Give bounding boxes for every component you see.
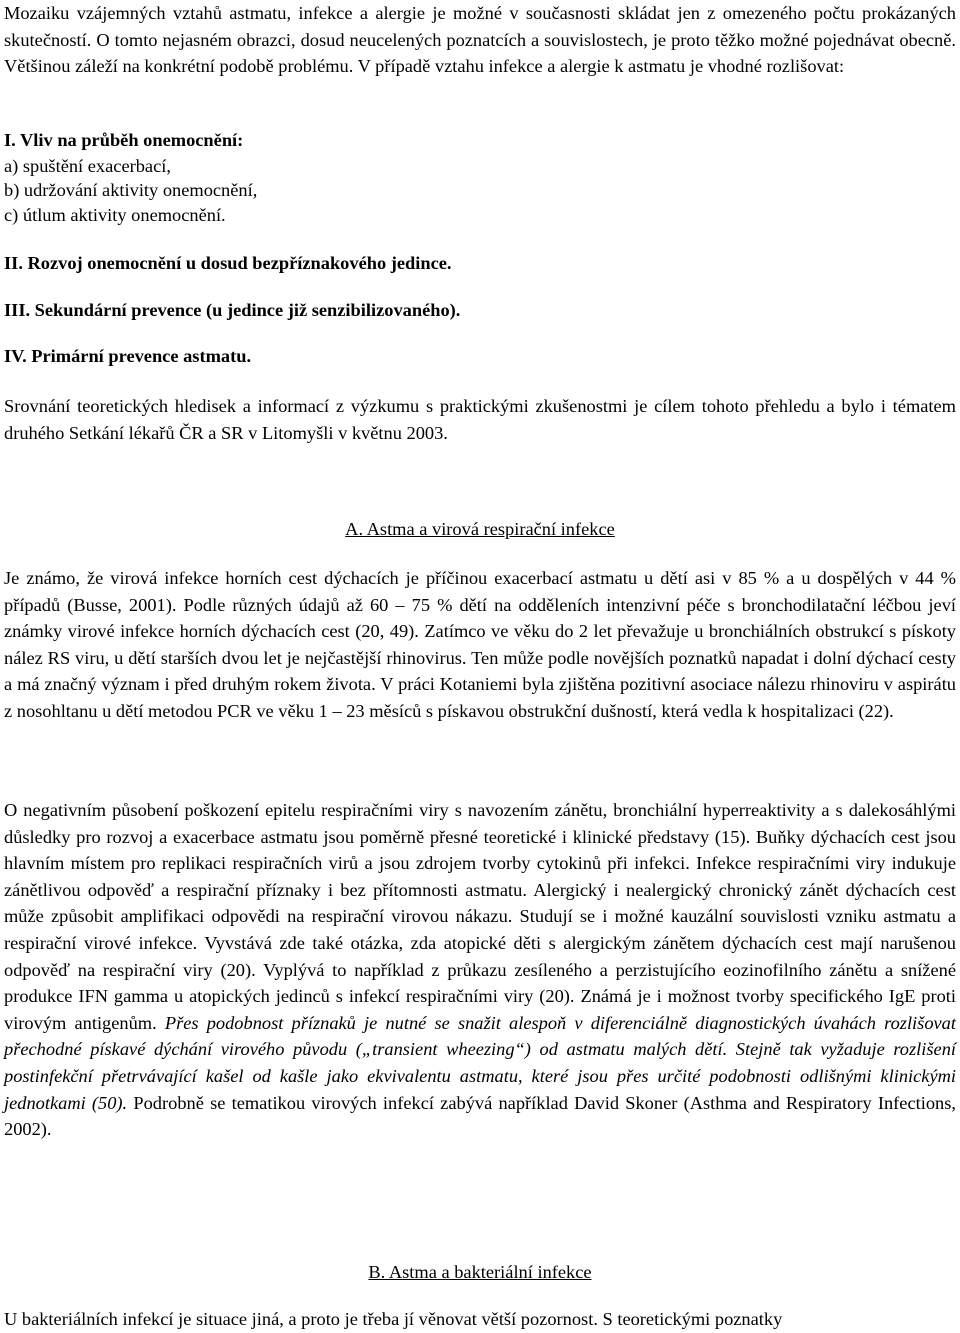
para-a2 [4, 797, 956, 1143]
para-a2-tail: Podrobně se tematikou virových infekcí zabývá například David Skoner (Asthma and Respiratory Infections, 2002). [4, 1092, 956, 1140]
section-i-title: I. Vliv na průběh onemocnění: [4, 130, 244, 150]
section-i-item-c: c) útlum aktivity onemocnění. [4, 205, 226, 225]
heading-a: A. Astma a virová respirační infekce [345, 519, 615, 539]
section-i-item-a: a) spuštění exacerbací, [4, 156, 171, 176]
comparison-paragraph: Srovnání teoretických hledisek a informací z výzkumu s praktickými zkušenostmi je cílem tohoto přehledu a bylo i tématem druhého Setkání lékařů ČR a SR v Litomyšli v květnu 2003. [4, 396, 956, 443]
para-b1: U bakteriálních infekcí je situace jiná, a proto je třeba jí věnovat větší pozornost. S teoretickými poznatky [4, 1309, 783, 1329]
para-a2-italic: Přes podobnost příznaků je nutné se snažit alespoň v diferenciálně diagnostických úvahách rozlišovat přechodné pískavé dýchání virového původu („transient wheezing“) od astmatu malých dětí. Stejně tak vyžaduje rozlišení postinfekční přetrvávající kašel od kašle jako ekvivalentu astmatu, které jsou přes určité podobnosti odlišnými klinickými jednotkami (50). [4, 1012, 956, 1113]
heading-b: B. Astma a bakteriální infekce [368, 1262, 592, 1282]
intro-paragraph: Mozaiku vzájemných vztahů astmatu, infekce a alergie je možné v současnosti skládat jen z omezeného počtu prokázaných skutečností. O tomto nejasném obrazci, dosud neucelených poznatcích a souvislostech, je proto těžko možné pojednávat obecně. Většinou záleží na konkrétní podobě problému. V případě vztahu infekce a alergie k astmatu je vhodné rozlišovat: [4, 3, 956, 77]
section-iv: IV. Primární prevence astmatu. [4, 346, 252, 366]
para-a2-normal: O negativním působení poškození epitelu respiračními viry s navozením zánětu, bronchiální hyperreaktivity a s dalekosáhlými důsledky pro rozvoj a exacerbace astmatu jsou poměrně přesné teoretické i klinické představy (15). Buňky dýchacích cest jsou hlavním místem pro replikaci respiračních virů a jsou zdrojem tvorby cytokinů při infekci. Infekce respiračními viry indukuje zánětlivou odpověď a respirační příznaky i bez přítomnosti astmatu. Alergický i nealergický chronický zánět dýchacích cest může způsobit amplifikaci odpovědi na respirační virovou nákazu. Studují se i možné kauzální souvislosti vzniku astmatu a respirační virové infekce. Vyvstává zde také otázka, zda atopické děti s alergickým zánětem dýchacích cest mají narušenou odpověď na respirační viry (20). Vyplývá to například z průkazu zesíleného a perzistujícího eozinofilního zánětu a snížené produkce IFN gamma u atopických jedinců s infekcí respiračními viry (20). Známá je i možnost tvorby specifického IgE proti virovým antigenům. [4, 800, 956, 1033]
para-a1: Je známo, že virová infekce horních cest dýchacích je příčinou exacerbací astmatu u dětí asi v 85 % a u dospělých v 44 % případů (Busse, 2001). Podle různých údajů až 60 – 75 % dětí na odděleních intenzivní péče s bronchodilatační léčbou jeví známky virové infekce horních dýchacích cest (20, 49). Zatímco ve věku do 2 let převažuje u bronchiálních obstrukcí s pískoty nález RS viru, u dětí starších dvou let je nejčastější rhinovirus. Ten může podle novějších poznatků napadat i dolní dýchací cesty a má značný význam i před druhým rokem života. V práci Kotaniemi byla zjištěna pozitivní asociace nálezu rhinoviru v aspirátu z nosohltanu u dětí metodou PCR ve věku 1 – 23 měsíců s pískavou obstrukční dušností, která vedla k hospitalizaci (22). [4, 568, 956, 721]
section-i-item-b: b) udržování aktivity onemocnění, [4, 180, 258, 200]
section-iii: III. Sekundární prevence (u jedince již senzibilizovaného). [4, 300, 461, 320]
section-ii: II. Rozvoj onemocnění u dosud bezpříznakového jedince. [4, 253, 452, 273]
